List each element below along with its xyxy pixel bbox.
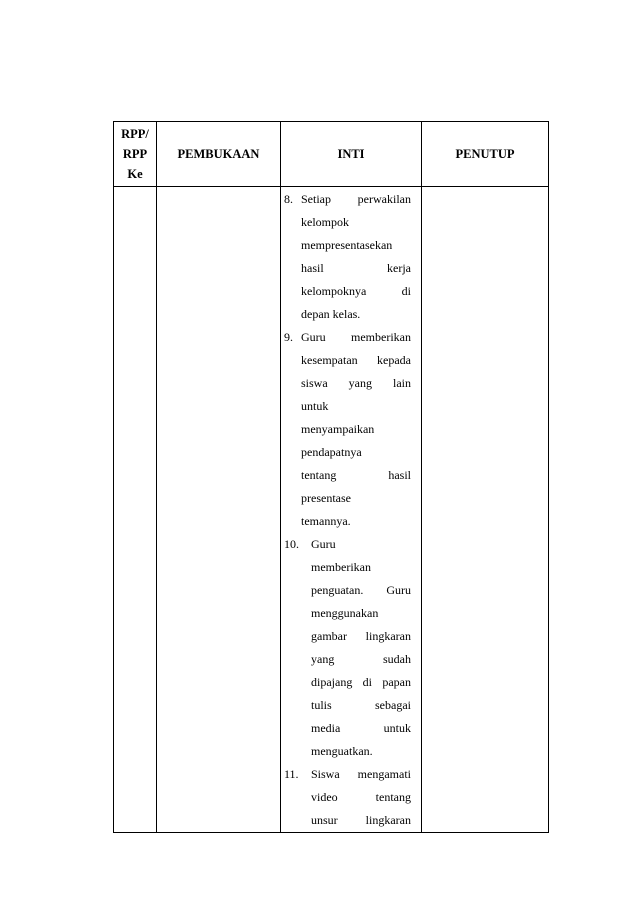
step-text-line: kelompoknya di — [301, 284, 411, 298]
step-number: 10. — [284, 537, 299, 551]
inti-step-8 — [281, 188, 411, 326]
step-number: 11. — [284, 767, 299, 781]
step-number: 9. — [284, 330, 293, 344]
inti-step-10 — [281, 533, 411, 763]
inti-steps-list — [281, 187, 421, 832]
inti-step-11 — [281, 763, 411, 832]
step-text-line: Guru — [311, 537, 336, 551]
step-text-line: depan kelas. — [301, 307, 361, 321]
content-row — [114, 187, 549, 833]
header-inti: INTI — [281, 122, 422, 187]
header-rpp-line1: RPP/ — [121, 127, 149, 141]
cell-penutup — [422, 187, 549, 833]
step-text-line: Guru memberikan — [301, 330, 411, 344]
step-text-line: temannya. — [301, 514, 351, 528]
cell-inti — [281, 187, 422, 833]
step-text-line: memberikan — [311, 560, 371, 574]
step-text-line: mempresentasekan — [301, 238, 393, 252]
inti-step-9 — [281, 326, 411, 533]
step-text-line: menyampaikan — [301, 422, 375, 436]
lesson-plan-table — [113, 121, 549, 833]
header-rpp-ke — [114, 122, 157, 187]
step-text-line: Siswa mengamati — [311, 767, 411, 781]
step-text-line: gambar lingkaran — [311, 629, 411, 643]
step-text-line: media untuk — [311, 721, 411, 735]
cell-rpp-ke — [114, 187, 157, 833]
header-row — [114, 122, 549, 187]
step-text-line: tentang hasil — [301, 468, 411, 482]
step-text-line: Setiap perwakilan — [301, 192, 411, 206]
step-text-line: siswa yang lain — [301, 376, 411, 390]
step-number: 8. — [284, 192, 293, 206]
step-text-line: kesempatan kepada — [301, 353, 411, 367]
step-text-line: dipajang di papan — [311, 675, 411, 689]
step-text-line: hasil kerja — [301, 261, 411, 275]
step-text-line: menguatkan. — [311, 744, 373, 758]
step-text-line: menggunakan — [311, 606, 379, 620]
step-text-line: untuk — [301, 399, 329, 413]
cell-pembukaan — [157, 187, 281, 833]
step-text-line: kelompok — [301, 215, 349, 229]
step-text-line: yang sudah — [311, 652, 411, 666]
header-pembukaan: PEMBUKAAN — [157, 122, 281, 187]
step-text-line: pendapatnya — [301, 445, 362, 459]
header-rpp-line3: Ke — [127, 167, 143, 181]
step-text-line: presentase — [301, 491, 351, 505]
step-text-line: penguatan. Guru — [311, 583, 411, 597]
step-text-line: video tentang — [311, 790, 411, 804]
header-rpp-line2: RPP — [122, 147, 148, 161]
step-text-line: unsur lingkaran — [311, 813, 411, 827]
header-penutup: PENUTUP — [422, 122, 549, 187]
step-text-line: tulis sebagai — [311, 698, 411, 712]
